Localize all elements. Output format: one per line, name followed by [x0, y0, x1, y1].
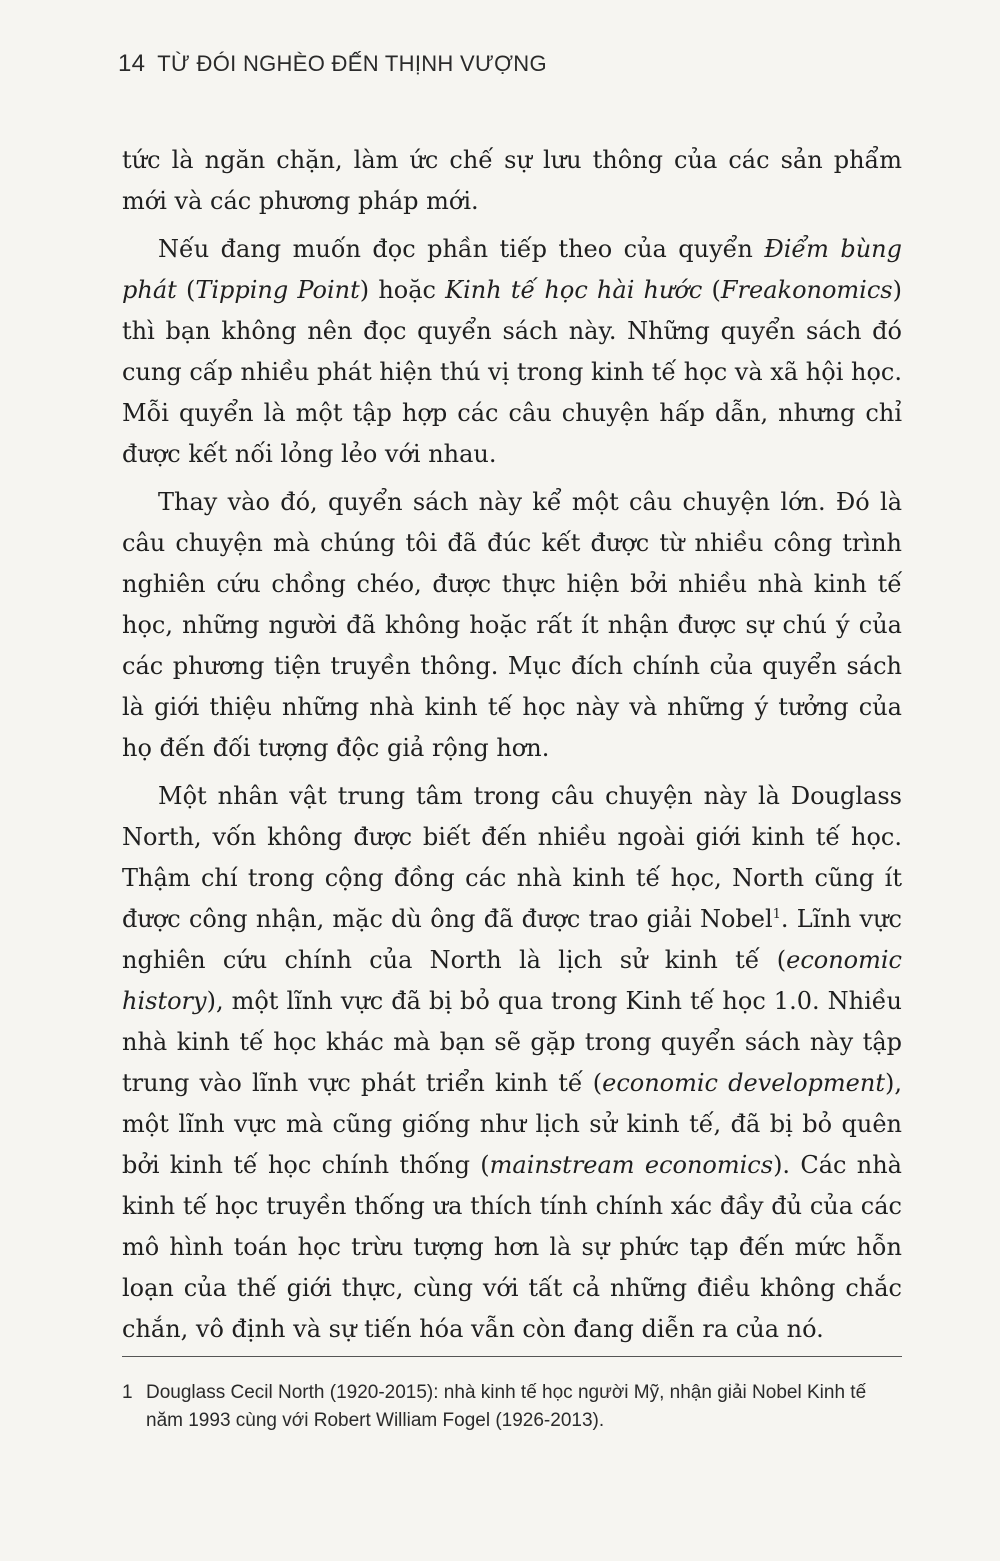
text-run: ) hoặc [359, 276, 446, 304]
text-run: . Lĩnh vực nghiên cứu chính của North là lịch sử kinh tế ( [122, 905, 903, 974]
italic-term: economic history [122, 946, 902, 1015]
text-run: ). Các nhà kinh tế học truyền thống ưa thích tính chính xác đầy đủ của các mô hình toán học trừu tượng hơn là sự phức tạp đến mức hỗn loạn của thế giới thực, cùng với tất cả những điều không chắc chắn, vô định và sự tiến hóa vẫn còn đang diễn ra của nó. [122, 1151, 902, 1343]
running-head [118, 50, 547, 78]
footnote-number: 1 [122, 1382, 133, 1403]
paragraph [122, 140, 902, 222]
footnote [122, 1379, 902, 1435]
page-number: 14 [118, 50, 146, 77]
body-text [122, 140, 902, 1350]
text-run: ), một lĩnh vực đã bị bỏ qua trong Kinh tế học 1.0. Nhiều nhà kinh tế học khác mà bạn sẽ gặp trong quyển sách này tập trung vào lĩnh vực phát triển kinh tế ( [122, 987, 902, 1097]
paragraph [122, 776, 902, 1350]
text-run: tức là ngăn chặn, làm ức chế sự lưu thông của các sản phẩm mới và các phương pháp mới. [122, 146, 902, 215]
text-run: ( [176, 276, 196, 304]
italic-term: mainstream economics [489, 1151, 774, 1179]
italic-term: Tipping Point [195, 276, 360, 304]
text-run: ), một lĩnh vực mà cũng giống như lịch sử kinh tế, đã bị bỏ quên bởi kinh tế học chính thống ( [122, 1069, 902, 1179]
paragraph [122, 482, 902, 769]
italic-term: economic development [602, 1069, 885, 1097]
footnotes [122, 1356, 902, 1435]
paragraph [122, 229, 902, 475]
italic-term: Kinh tế học hài hước [445, 276, 703, 304]
footnote-ref: 1 [772, 907, 781, 922]
footnote-text: Douglass Cecil North (1920-2015): nhà kinh tế học người Mỹ, nhận giải Nobel Kinh tế năm 1993 cùng với Robert William Fogel (1926-2013). [146, 1382, 867, 1431]
text-run: Thay vào đó, quyển sách này kể một câu chuyện lớn. Đó là câu chuyện mà chúng tôi đã đúc kết được từ nhiều công trình nghiên cứu chồng chéo, được thực hiện bởi nhiều nhà kinh tế học, những người đã không hoặc rất ít nhận được sự chú ý của các phương tiện truyền thông. Mục đích chính của quyển sách là giới thiệu những nhà kinh tế học này và những ý tưởng của họ đến đối tượng độc giả rộng hơn. [122, 488, 902, 762]
text-run: ( [702, 276, 721, 304]
italic-term: Điểm bùng phát [122, 235, 903, 304]
book-title: TỪ ĐÓI NGHÈO ĐẾN THỊNH VƯỢNG [157, 51, 547, 76]
text-run: Một nhân vật trung tâm trong câu chuyện này là Douglass North, vốn không được biết đến nhiều ngoài giới kinh tế học. Thậm chí trong cộng đồng các nhà kinh tế học, North cũng ít được công nhận, mặc dù ông đã được trao giải Nobel [122, 782, 902, 933]
italic-term: Freakonomics [720, 276, 893, 304]
text-run: ) thì bạn không nên đọc quyển sách này. Những quyển sách đó cung cấp nhiều phát hiện thú vị trong kinh tế học và xã hội học. Mỗi quyển là một tập hợp các câu chuyện hấp dẫn, nhưng chỉ được kết nối lỏng lẻo với nhau. [122, 276, 902, 468]
text-run: Nếu đang muốn đọc phần tiếp theo của quyển [158, 235, 765, 263]
